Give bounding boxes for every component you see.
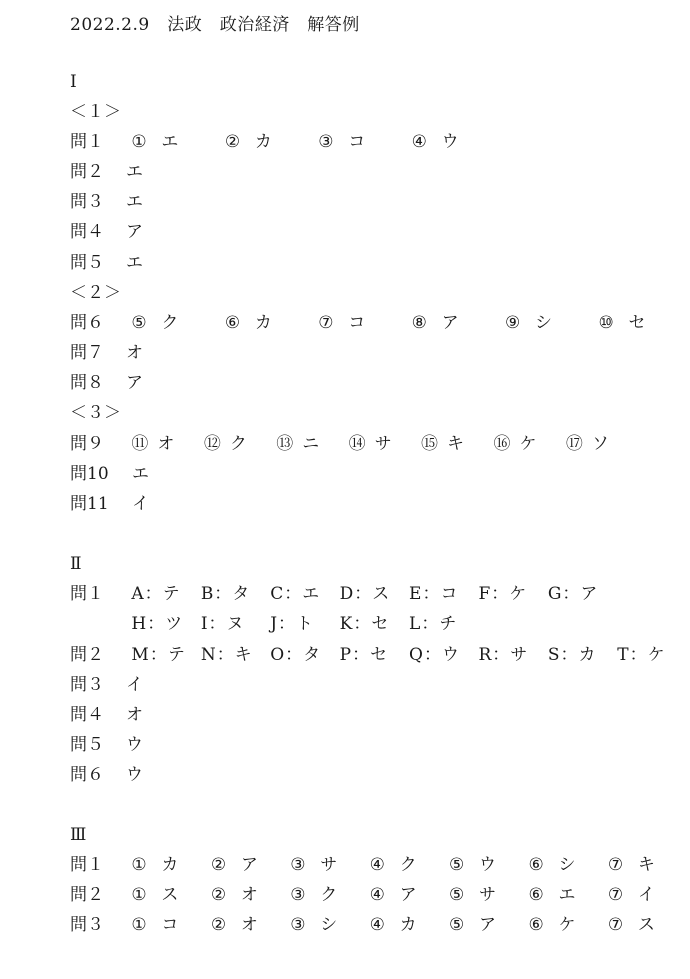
question-row: [70, 220, 143, 244]
answer-value: シ: [320, 915, 338, 935]
answer-value: ス: [637, 915, 655, 935]
answer-number: ⑦: [607, 885, 624, 905]
answer-value: B：タ: [200, 584, 251, 604]
answer-number: ⑭: [348, 434, 366, 454]
answer-value: サ: [320, 855, 338, 875]
answer-number: ①: [131, 915, 147, 935]
answer-value: オ: [126, 343, 143, 363]
answer-value: H：ツ: [131, 614, 184, 634]
question-row: [70, 371, 143, 395]
answer-value: S：カ: [547, 645, 597, 665]
question-label: 問３: [70, 192, 104, 212]
answer-number: ④: [411, 132, 427, 152]
answer-value: A：テ: [131, 584, 181, 604]
answer-value: ソ: [591, 434, 609, 454]
question-label: 問10: [70, 464, 109, 484]
answer-value: オ: [240, 885, 258, 905]
answer-number: ②: [210, 855, 227, 875]
answer-value: サ: [374, 434, 392, 454]
answer-number: ⑥: [528, 915, 544, 935]
question-label: 問４: [70, 222, 104, 242]
answer-value: I：ヌ: [200, 614, 245, 634]
answer-value: キ: [447, 434, 465, 454]
question-row: [70, 853, 658, 877]
question-label: 問２: [70, 885, 104, 905]
answer-number: ⑥: [528, 855, 544, 875]
question-label: 問８: [70, 373, 104, 393]
answer-value: ウ: [126, 765, 143, 785]
answer-value: エ: [126, 253, 143, 273]
answer-value: P：セ: [339, 645, 389, 665]
answer-number: ⑦: [607, 915, 624, 935]
answer-number: ⑥: [528, 885, 544, 905]
question-row: [70, 311, 658, 335]
question-row: [70, 913, 658, 937]
answer-value: オ: [240, 915, 258, 935]
answer-value: F：ケ: [478, 584, 528, 604]
answer-value: ケ: [558, 915, 576, 935]
answer-number: ⑤: [449, 855, 465, 875]
question-label: 問２: [70, 645, 104, 665]
question-row: [70, 643, 667, 667]
answer-value: T：ケ: [617, 645, 666, 665]
answer-number: ⑦: [607, 855, 624, 875]
answer-value: K：セ: [339, 614, 390, 634]
answer-value: シ: [535, 313, 553, 333]
answer-value: M：テ: [131, 645, 186, 665]
answer-number: ②: [210, 915, 227, 935]
answer-value: ア: [399, 885, 417, 905]
answer-value: エ: [161, 132, 179, 152]
question-label: 問３: [70, 915, 104, 935]
answer-value: コ: [348, 132, 366, 152]
answer-number: ④: [369, 915, 385, 935]
answer-value: E：コ: [409, 584, 459, 604]
answer-value: コ: [348, 313, 366, 333]
page-title: 2022.2.9 法政 政治経済 解答例: [70, 15, 360, 35]
question-label: 問１: [70, 584, 104, 604]
answer-value: Q：ウ: [409, 645, 460, 665]
answer-number: ⑧: [411, 313, 427, 333]
answer-value: イ: [126, 675, 143, 695]
question-row: [70, 883, 658, 907]
answer-value: ウ: [126, 735, 143, 755]
answer-value: ア: [126, 222, 143, 242]
answer-value: オ: [157, 434, 175, 454]
answer-number: ④: [369, 855, 385, 875]
answer-value: カ: [254, 313, 272, 333]
answer-value: D：ス: [339, 584, 391, 604]
answer-value: サ: [479, 885, 497, 905]
question-row: [70, 492, 149, 516]
answer-number: ⑮: [421, 434, 439, 454]
answer-value: ク: [399, 855, 417, 875]
answer-value: ア: [441, 313, 459, 333]
question-label: 問５: [70, 253, 104, 273]
question-row: [70, 763, 143, 787]
answer-value: イ: [637, 885, 655, 905]
section-heading-1: Ⅰ: [70, 72, 77, 92]
answer-value: ク: [229, 434, 247, 454]
answer-number: ⑫: [203, 434, 221, 454]
subsection-heading-3: ＜３＞: [70, 403, 121, 423]
answer-value: カ: [161, 855, 179, 875]
subsection-heading-1: ＜１＞: [70, 102, 121, 122]
answer-value: G：ア: [547, 584, 599, 604]
answer-number: ⑯: [493, 434, 511, 454]
question-label: 問４: [70, 705, 104, 725]
answer-number: ⑬: [276, 434, 294, 454]
answer-number: ⑪: [131, 434, 149, 454]
question-label: 問11: [70, 494, 109, 514]
question-row: [70, 673, 143, 697]
answer-number: ⑤: [131, 313, 147, 333]
answer-value: ニ: [302, 434, 320, 454]
answer-number: ⑥: [224, 313, 241, 333]
question-row: [70, 733, 143, 757]
answer-value: O：タ: [270, 645, 322, 665]
answer-number: ⑦: [318, 313, 334, 333]
question-row: [70, 462, 149, 486]
answer-number: ①: [131, 132, 147, 152]
question-label: 問２: [70, 162, 104, 182]
question-row-continued: [70, 612, 473, 636]
question-label: 問７: [70, 343, 104, 363]
answer-number: ①: [131, 885, 147, 905]
answer-value: キ: [637, 855, 655, 875]
answer-number: ②: [210, 885, 227, 905]
answer-number: ⑩: [598, 313, 614, 333]
question-label: 問１: [70, 855, 104, 875]
answer-value: エ: [558, 885, 576, 905]
answer-number: ⑤: [449, 915, 465, 935]
answer-value: ク: [161, 313, 179, 333]
answer-number: ③: [318, 132, 334, 152]
answer-number: ①: [131, 855, 147, 875]
answer-value: C：エ: [270, 584, 321, 604]
answer-value: ス: [161, 885, 179, 905]
answer-number: ④: [369, 885, 385, 905]
answer-number: ③: [290, 885, 306, 905]
question-label: 問６: [70, 765, 104, 785]
answer-value: N：キ: [200, 645, 253, 665]
question-label: 問５: [70, 735, 104, 755]
answer-value: L：チ: [409, 614, 458, 634]
answer-value: ア: [479, 915, 497, 935]
answer-value: ア: [126, 373, 143, 393]
question-row: [70, 251, 143, 275]
answer-value: イ: [132, 494, 149, 514]
answer-number: ⑰: [565, 434, 583, 454]
answer-value: エ: [126, 162, 143, 182]
answer-value: コ: [161, 915, 179, 935]
question-row: [70, 190, 143, 214]
question-label: 問３: [70, 675, 104, 695]
answer-value: ア: [240, 855, 258, 875]
answer-number: ②: [224, 132, 241, 152]
question-row: [70, 432, 616, 456]
question-row: [70, 160, 143, 184]
answer-value: ウ: [441, 132, 459, 152]
answer-value: R：サ: [478, 645, 529, 665]
question-row: [70, 130, 500, 154]
answer-number: ③: [290, 855, 306, 875]
answer-value: ク: [320, 885, 338, 905]
section-heading-3: Ⅲ: [70, 825, 87, 845]
answer-number: ⑨: [505, 313, 521, 333]
answer-value: オ: [126, 705, 143, 725]
answer-value: エ: [132, 464, 149, 484]
question-label: 問６: [70, 313, 104, 333]
subsection-heading-2: ＜２＞: [70, 283, 121, 303]
answer-value: ケ: [519, 434, 537, 454]
answer-number: ⑤: [449, 885, 465, 905]
answer-value: エ: [126, 192, 143, 212]
question-row: [70, 703, 143, 727]
answer-value: セ: [628, 313, 646, 333]
question-label: 問９: [70, 434, 104, 454]
answer-value: J：ト: [270, 614, 315, 634]
section-heading-2: Ⅱ: [70, 554, 82, 574]
answer-value: カ: [254, 132, 272, 152]
question-label: 問１: [70, 132, 104, 152]
question-row: [70, 341, 143, 365]
answer-value: カ: [399, 915, 417, 935]
answer-value: シ: [558, 855, 576, 875]
answer-number: ③: [290, 915, 306, 935]
question-row: [70, 582, 598, 606]
answer-value: ウ: [479, 855, 497, 875]
